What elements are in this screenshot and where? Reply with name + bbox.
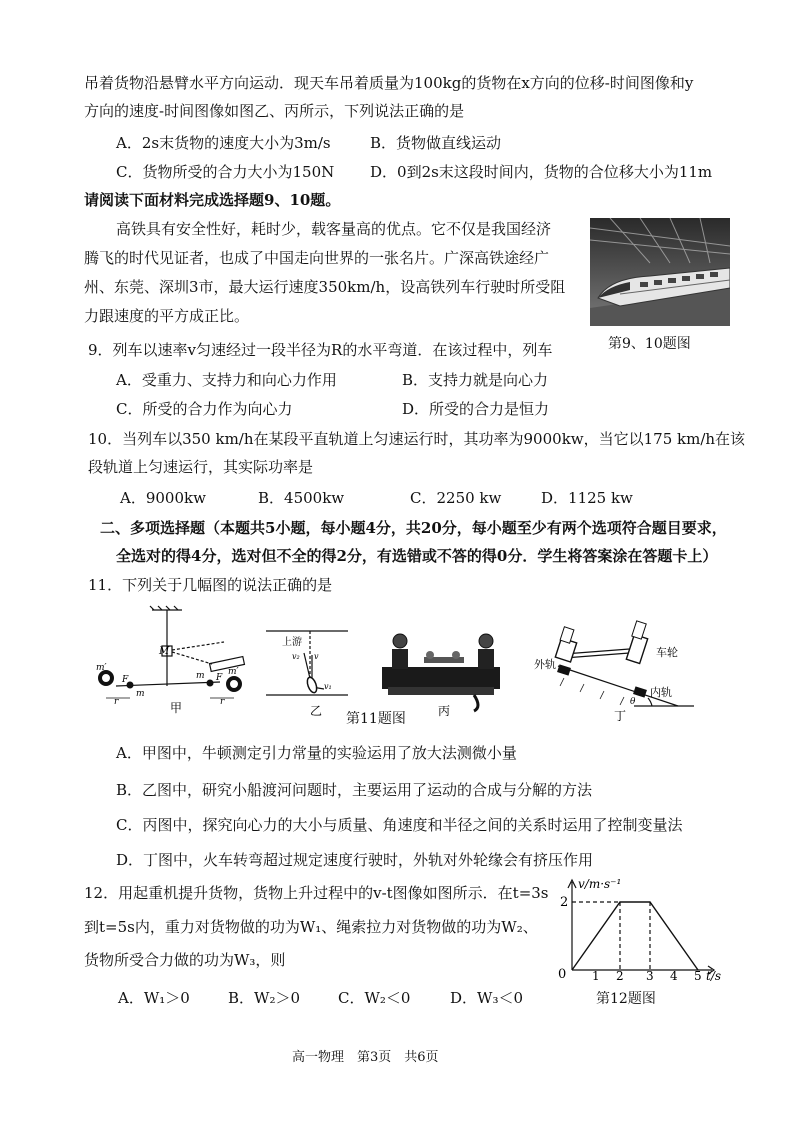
q9-stem: 9．列车以速率v匀速经过一段半径为R的水平弯道．在该过程中，列车 — [88, 341, 553, 359]
label-F-left: F — [122, 675, 129, 685]
label-wheel: 车轮 — [656, 646, 678, 659]
material-p2: 腾飞的时代见证者，也成了中国走向世界的一张名片。广深高铁途经广 — [84, 249, 550, 267]
q11-figure-ding — [534, 608, 704, 724]
label-m-prime-right: m′ — [228, 667, 239, 677]
q12-option-c: C．W₂＜0 — [338, 989, 411, 1007]
section2-heading-line1: 二、多项选择题（本题共5小题，每小题4分，共20分，每小题至少有两个选项符合题目要求， — [100, 519, 727, 537]
vt-ytick-2: 2 — [560, 895, 569, 910]
q12-option-d: D．W₃＜0 — [450, 989, 524, 1007]
label-r-left: r — [114, 697, 119, 707]
label-theta: θ — [630, 697, 636, 707]
vt-xlabel: t/s — [706, 969, 722, 982]
q10-line2: 段轨道上匀速运行，其实际功率是 — [88, 458, 314, 476]
label-m-left: m — [136, 689, 145, 699]
q12-figure-caption: 第12题图 — [596, 991, 656, 1007]
material-p3: 州、东莞、深圳3市，最大运行速度350km/h，设高铁列车行驶时所受阻 — [84, 278, 566, 296]
vt-xtick-1: 1 — [592, 969, 600, 982]
q11-option-d: D．丁图中，火车转弯超过规定速度行驶时，外轨对外轮缘会有挤压作用 — [116, 851, 594, 869]
label-v: v — [314, 652, 319, 661]
q10-option-c: C．2250 kw — [410, 489, 502, 507]
vt-xtick-3: 3 — [646, 969, 654, 982]
train-photo-caption: 第9、10题图 — [608, 336, 691, 352]
q11-figure-caption: 第11题图 — [346, 711, 406, 727]
train-photo — [590, 218, 730, 326]
vt-xtick-5: 5 — [694, 969, 702, 982]
q12-option-b: B．W₂＞0 — [228, 989, 300, 1007]
q12-line2: 到t=5s内，重力对货物做的功为W₁、绳索拉力对货物做的功为W₂、 — [84, 918, 538, 936]
q11-option-b: B．乙图中，研究小船渡河问题时，主要运用了运动的合成与分解的方法 — [116, 781, 593, 799]
q11-figure-bing — [378, 627, 506, 719]
q8-line2: 方向的速度-时间图像如图乙、丙所示，下列说法正确的是 — [84, 102, 465, 120]
fig-yi-label: 乙 — [310, 704, 323, 718]
q8-option-d: D．0到2s末这段时间内，货物的合位移大小为11m — [370, 163, 713, 181]
label-M: M — [159, 646, 170, 657]
q8-option-a: A．2s末货物的速度大小为3m/s — [116, 134, 331, 152]
q11-figure-jia — [92, 604, 254, 716]
label-m-right: m — [196, 671, 205, 681]
q10-option-a: A．9000kw — [120, 489, 206, 507]
q11-option-c: C．丙图中，探究向心力的大小与质量、角速度和半径之间的关系时运用了控制变量法 — [116, 816, 683, 834]
label-upstream: 上游 — [282, 637, 302, 648]
label-v2: v₂ — [292, 652, 300, 661]
q12-line1: 12．用起重机提升货物，货物上升过程中的v-t图像如图所示．在t=3s — [84, 884, 549, 902]
material-p1: 高铁具有安全性好，耗时少，载客量高的优点。它不仅是我国经济 — [116, 220, 552, 238]
q12-vt-graph — [552, 874, 732, 982]
q9-option-a: A．受重力、支持力和向心力作用 — [116, 371, 337, 389]
q10-option-b: B．4500kw — [258, 489, 345, 507]
q11-stem: 11．下列关于几幅图的说法正确的是 — [88, 576, 333, 594]
q8-option-c: C．货物所受的合力大小为150N — [116, 163, 335, 181]
label-r-right: r — [220, 697, 225, 707]
q12-line3: 货物所受合力做的功为W₃，则 — [84, 951, 286, 969]
q8-option-b: B．货物做直线运动 — [370, 134, 502, 152]
label-F-right: F — [216, 673, 223, 683]
page-footer: 高一物理 第3页 共6页 — [292, 1050, 439, 1065]
vt-xtick-4: 4 — [670, 969, 678, 982]
label-inner-rail: 内轨 — [650, 686, 672, 699]
q9-option-c: C．所受的合力作为向心力 — [116, 400, 293, 418]
section2-heading-line2: 全选对的得4分，选对但不全的得2分，有选错或不答的得0分．学生将答案涂在答题卡上） — [116, 547, 718, 565]
fig-bing-label: 丙 — [438, 704, 451, 718]
material-p4: 力跟速度的平方成正比。 — [84, 307, 250, 325]
q10-line1: 10．当列车以350 km/h在某段平直轨道上匀速运行时，其功率为9000kw，当它以175 km/h在该 — [88, 430, 746, 448]
label-v1: v₁ — [324, 682, 332, 691]
q9-option-b: B．支持力就是向心力 — [402, 371, 549, 389]
vt-xtick-2: 2 — [616, 969, 624, 982]
q11-figure-yi — [264, 627, 350, 719]
vt-ylabel: v/m·s⁻¹ — [578, 877, 622, 891]
q12-option-a: A．W₁＞0 — [118, 989, 190, 1007]
fig-ding-label: 丁 — [614, 709, 627, 723]
fig-jia-label: 甲 — [170, 701, 183, 715]
q10-option-d: D．1125 kw — [541, 489, 633, 507]
label-outer-rail: 外轨 — [534, 658, 556, 671]
q9-option-d: D．所受的合力是恒力 — [402, 400, 550, 418]
material-intro: 请阅读下面材料完成选择题9、10题。 — [84, 191, 341, 209]
q11-option-a: A．甲图中，牛顿测定引力常量的实验运用了放大法测微小量 — [116, 744, 517, 762]
vt-origin: 0 — [558, 967, 567, 982]
q8-line1: 吊着货物沿悬臂水平方向运动．现天车吊着质量为100kg的货物在x方向的位移-时间图像和y — [84, 74, 694, 92]
label-m-prime-left: m′ — [96, 663, 107, 673]
